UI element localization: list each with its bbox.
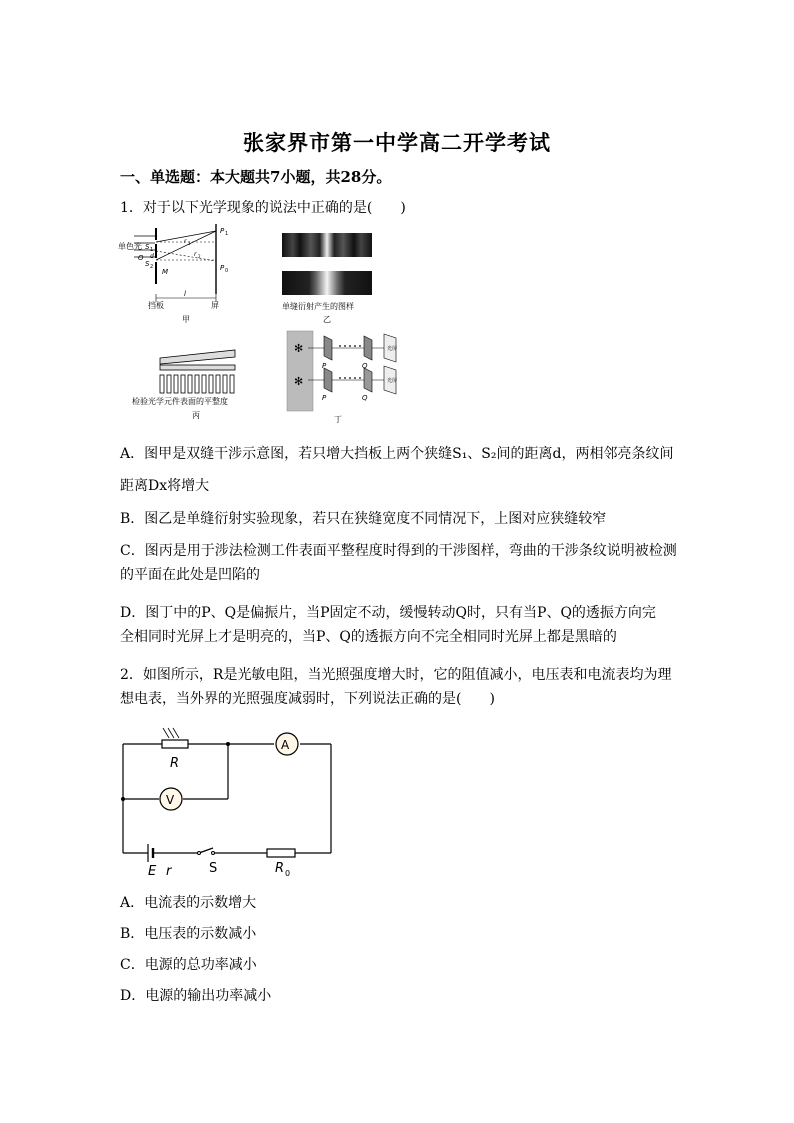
switch-label: S [209,861,218,876]
label-screen-1: 光屏 [387,346,398,352]
q2-option-b: B．电压表的示数减小 [120,926,257,942]
light-source-icon-2: ✻ [294,375,304,388]
label-p-2: P [322,394,327,402]
light-source-icon: ✻ [294,342,304,355]
label-ding: 丁 [334,415,342,424]
caption-flatness: 检验光学元件表面的平整度 [132,397,228,406]
q1-option-d-line2: 全相同时光屏上才是明亮的，当P、Q的透振方向不完全相同时光屏上都是黑暗的 [120,629,617,645]
label-baffle: 挡板 [148,301,164,310]
label-r1-sub: 1 [188,241,191,246]
q2-stem-line1: 2．如图所示，R是光敏电阻，当光照强度增大时，它的阻值减小，电压表和电流表均为理 [120,667,672,683]
section-heading: 一、单选题：本大题共7小题，共28分。 [120,168,392,186]
q1-option-a-line2: 距离Dx将增大 [120,478,210,494]
label-q: Q [362,362,368,370]
q1-option-d-line1: D．图丁中的P、Q是偏振片，当P固定不动，缓慢转动Q时，只有当P、Q的透振方向完 [120,605,656,621]
label-q-2: Q [362,394,368,402]
label-p1-sub: 1 [225,231,229,237]
label-jia: 甲 [182,315,190,324]
q2-stem-line2: 想电表，当外界的光照强度减弱时，下列说法正确的是( ) [120,691,495,707]
fig-double-slit [118,222,258,327]
r0-label: R [275,861,285,876]
q1-option-a-line1: A．图甲是双缝干涉示意图，若只增大挡板上两个狭缝S₁、S₂间的距离d，两相邻亮条纹间 [120,446,674,462]
label-p1: P [220,227,225,235]
q2-option-a: A．电流表的示数增大 [120,895,257,911]
caption-single-slit: 单缝衍射产生的图样 [282,302,354,311]
label-yi: 乙 [323,315,331,324]
q1-option-b: B．图乙是单缝衍射实验现象，若只在狭缝宽度不同情况下，上图对应狭缝较窄 [120,511,607,527]
voltmeter-label: V [166,793,175,807]
internal-r-label: r [166,864,172,879]
label-p0-sub: 0 [225,268,229,274]
label-p: P [322,362,327,370]
fig-polarizers [286,330,406,425]
label-r2: r [194,251,197,258]
label-r2-sub: 2 [198,254,201,259]
label-o: O [138,254,144,262]
q1-option-c-line1: C．图丙是用于涉法检测工件表面平整程度时得到的干涉图样，弯曲的干涉条纹说明被检测 [120,543,677,559]
q2-option-d: D．电源的输出功率减小 [120,988,272,1004]
label-s1: S [145,243,150,251]
q1-stem: 1．对于以下光学现象的说法中正确的是( ) [120,200,406,216]
fig-single-slit [280,232,375,324]
label-bing: 丙 [192,411,200,420]
label-s1-sub: 1 [150,247,154,253]
label-screen-2: 光屏 [387,378,398,384]
q2-option-c: C．电源的总功率减小 [120,957,257,973]
label-light: 单色光 [118,242,142,251]
label-r1: r [184,238,187,245]
ammeter-label: A [281,738,290,752]
resistor-r-label: R [170,756,180,771]
label-d: d [150,253,154,260]
label-m: M [162,268,169,276]
emf-label: E [148,864,157,879]
r0-sub-label: 0 [285,869,291,878]
circuit-diagram [115,722,340,882]
fig-flatness-test [130,346,265,421]
q1-option-c-line2: 的平面在此处是凹陷的 [120,567,260,583]
label-s2: S [145,260,150,268]
label-l: l [184,290,186,298]
exam-title: 张家界市第一中学高二开学考试 [243,130,551,155]
label-p0: P [220,264,225,272]
label-s2-sub: 2 [150,264,154,270]
label-screen: 屏 [211,301,219,310]
